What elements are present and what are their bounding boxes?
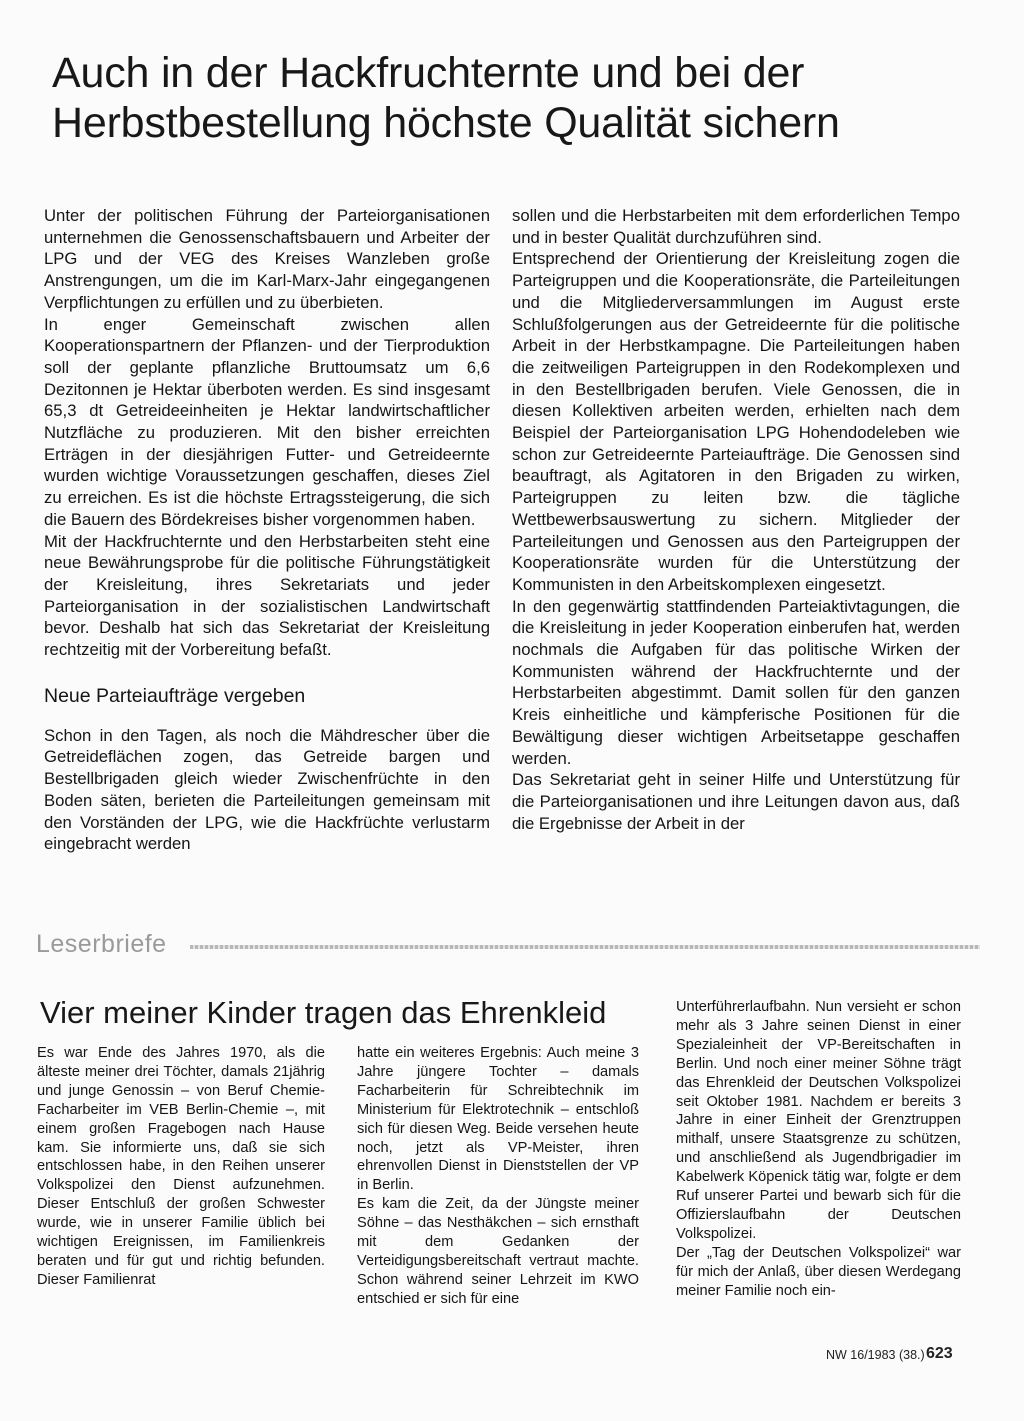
paragraph: In enger Gemeinschaft zwischen allen Kooperationspartnern der Pflanzen- und der Tierproduktion soll der geplante pflanzliche Bruttoumsatz um 6,6 Dezitonnen je Hektar überboten werden. Es sind insgesamt 65,3 dt Getreideeinheiten je Hektar landwirtschaftlicher Nutzfläche zu produzieren. Mit den bisher erreichten Erträgen in der diesjährigen Futter- und Getreideernte wurden wichtige Voraussetzungen geschaffen, dieses Ziel zu erreichen. Es ist die höchste Ertragssteigerung, die sich die Bauern des Bördekreises bisher vorgenommen haben. [44,314,490,529]
page-number: 623 [926,1345,953,1362]
paragraph: Das Sekretariat geht in seiner Hilfe und Unterstützung für die Parteiorganisationen und ihre Leitungen davon aus, daß die Ergebnisse der Arbeit in der [512,770,960,833]
letter-column-1 [37,1044,325,1290]
letter-column-3 [676,998,961,1301]
paragraph: In den gegenwärtig stattfindenden Parteiaktivtagungen, die die Kreisleitung in jeder Kooperation einberufen hat, werden nochmals die Aufgaben für das politische Wirken der Kommunisten während der Hackfruchternte und der Herbstarbeiten abgestimmt. Damit sollen für den ganzen Kreis einheitliche und kämpferische Positionen für die Bewältigung dieser wichtigen Arbeitsetappe geschaffen werden. [512,596,960,768]
paragraph: Unterführerlaufbahn. Nun versieht er schon mehr als 3 Jahre seinen Dienst in einer Spezialeinheit der VP-Bereitschaften in Berlin. Und noch einer meiner Söhne trägt das Ehrenkleid der Deutschen Volkspolizei seit Oktober 1981. Nachdem er bereits 3 Jahre in einer Einheit der Grenztruppen mithalf, unsere Staatsgrenze zu schützen, und anschließend als Jugendbrigadier im Kabelwerk Köpenick tätig war, folgte er dem Ruf unserer Partei und bewarb sich für die Offizierslaufbahn der Deutschen Volkspolizei. [676,999,961,1242]
article-title: Auch in der Hackfruchternte und bei der Herbstbestellung höchste Qualität sichern [52,49,840,147]
paragraph: Mit der Hackfruchternte und den Herbstarbeiten steht eine neue Bewährungsprobe für die politische Führungstätigkeit der Kreisleitung, ihres Sekretariats und jeder Parteiorganisation in der sozialistischen Landwirtschaft bevor. Deshalb hat sich das Sekretariat der Kreisleitung rechtzeitig mit der Vorbereitung befaßt. [44,531,490,660]
paragraph: Entsprechend der Orientierung der Kreisleitung zogen die Parteigruppen und die Kooperationsräte, die Parteileitungen und die Mitgliederversammlungen im August erste Schlußfolgerungen aus der Getreideernte für die politische Arbeit in der Herbstkampagne. Die Parteileitungen haben die zeitweiligen Parteigruppen in den Rodekomplexen und in den Bestellbrigaden berufen. Viele Genossen, die in diesen Kollektiven arbeiten werden, erhielten nach dem Beispiel der Parteiorganisation LPG Hohendodeleben wie schon zur Getreideernte Parteiaufträge. Die Genossen sind beauftragt, als Agitatoren in den Brigaden zu wirken, Parteigruppen zu leiten bzw. die tägliche Wettbewerbsauswertung zu sichern. Mitglieder der Parteileitungen und Genossen aus den Parteigruppen der Kooperationsräte wurden für die Unterstützung der Kommunisten in den Arbeitskomplexen eingesetzt. [512,249,960,594]
subheading: Neue Parteiaufträge vergeben [44,684,306,707]
letter-column-2 [357,1044,639,1309]
section-divider [190,945,980,949]
section-label: Leserbriefe [36,930,167,958]
article-column-1 [44,205,490,855]
issue-reference: NW 16/1983 (38.) [826,1348,925,1362]
paragraph: Es war Ende des Jahres 1970, als die älteste meiner drei Töchter, damals 21jährig und junge Genossin – von Beruf Chemie-Facharbeiter im VEB Berlin-Chemie –, mit einem großen Fragebogen nach Hause kam. Sie informierte uns, daß sie sich entschlossen habe, in den Reihen unserer Volkspolizei den Dienst aufzunehmen. Dieser Entschluß der großen Schwester wurde, wie in unserer Familie üblich bei wichtigen Ereignissen, im Familienkreis beraten und für gut und richtig befunden. Dieser Familienrat [37,1045,325,1288]
paragraph: sollen und die Herbstarbeiten mit dem erforderlichen Tempo und in bester Qualität durchzuführen sind. [512,206,960,247]
paragraph: Schon in den Tagen, als noch die Mähdrescher über die Getreideflächen zogen, das Getreide bargen und Bestellbrigaden gleich wieder Zwischenfrüchte in den Boden säten, berieten die Parteileitungen gemeinsam mit den Vorständen der LPG, wie die Hackfrüchte verlustarm eingebracht werden [44,725,490,854]
paragraph: Es kam die Zeit, da der Jüngste meiner Söhne – das Nesthäkchen – sich ernsthaft mit dem Gedanken der Verteidigungsbereitschaft vertraut machte. Schon während seiner Lehrzeit im KWO entschied er sich für eine [357,1196,639,1307]
paragraph: Der „Tag der Deutschen Volkspolizei“ war für mich der Anlaß, über diesen Werdegang meiner Familie noch ein- [676,1244,961,1299]
letter-title: Vier meiner Kinder tragen das Ehrenkleid [40,995,607,1030]
article-column-2 [512,205,960,834]
paragraph: hatte ein weiteres Ergebnis: Auch meine 3 Jahre jüngere Tochter – damals Facharbeiterin für Schreibtechnik im Ministerium für Elektrotechnik – entschloß sich für diesen Weg. Beide versehen heute noch, jetzt als VP-Meister, ihren ehrenvollen Dienst in Dienststellen der VP in Berlin. [357,1045,639,1194]
paragraph: Unter der politischen Führung der Parteiorganisationen unternehmen die Genossenschaftsbauern und Arbeiter der LPG und der VEG des Kreises Wanzleben große Anstrengungen, um die im Karl-Marx-Jahr eingegangenen Verpflichtungen zu erfüllen und zu überbieten. [44,206,490,312]
